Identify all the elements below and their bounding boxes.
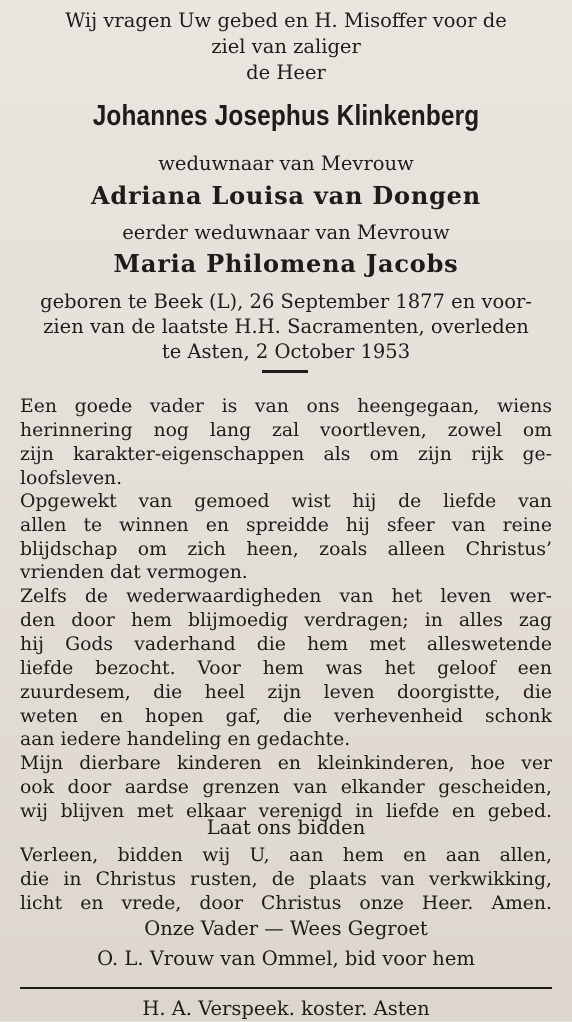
footer-divider (20, 987, 552, 989)
deceased-name: Johannes Josephus Klinkenberg (92, 100, 480, 132)
prayer-text-line: Verleen, bidden wij U, aan hem en aan allen, (20, 845, 552, 866)
memorial-text-line: den door hem blijmoedig verdragen; in alles zag (20, 610, 552, 631)
memorial-text-line: allen te winnen en spreidde hij sfeer van reine (20, 515, 552, 536)
birth-death-line-1: geboren te Beek (L), 26 September 1877 en voor- (40, 290, 532, 313)
closing-prayers: Onze Vader — Wees Gegroet (144, 917, 428, 940)
spouse2-intro: eerder weduwnaar van Mevrouw (122, 221, 450, 244)
memorial-text-line: herinnering nog lang zal voortleven, zowel om (20, 420, 552, 441)
memorial-text-line: Mijn dierbare kinderen en kleinkinderen, hoe ver (20, 753, 552, 774)
section-divider (262, 370, 308, 373)
spouse1-name: Adriana Louisa van Dongen (90, 181, 481, 210)
birth-death-line-2: zien van de laatste H.H. Sacramenten, overleden (43, 315, 529, 338)
memorial-text-line: zuurdesem, die heel zijn leven doorgistte, die (20, 682, 552, 703)
printer-credit: H. A. Verspeek. koster. Asten (142, 997, 430, 1020)
memorial-text-line: Een goede vader is van ons heengegaan, wiens (20, 396, 552, 417)
memorial-text-line: weten en hopen gaf, die verhevenheid schonk (20, 706, 552, 727)
prayer-heading: Laat ons bidden (206, 816, 366, 839)
memorial-text-line: hij Gods vaderhand die hem met alleswetende (20, 634, 552, 655)
prayer-text-line: licht en vrede, door Christus onze Heer. Amen. (20, 893, 552, 914)
memorial-text-line: liefde bezocht. Voor hem was het geloof een (20, 658, 552, 679)
prayer-text-line: die in Christus rusten, de plaats van verkwikking, (20, 869, 552, 890)
memorial-text-line: zijn karakter-eigenschappen als om zijn rijk ge- (20, 444, 552, 465)
invocation: O. L. Vrouw van Ommel, bid voor hem (97, 947, 475, 970)
memorial-text-line: Opgewekt van gemoed wist hij de liefde van (20, 491, 552, 512)
memorial-text-line: loofsleven. (20, 468, 123, 489)
header-line-3: de Heer (246, 61, 326, 84)
spouse1-intro: weduwnaar van Mevrouw (158, 152, 414, 175)
memorial-text-line: Zelfs de wederwaardigheden van het leven wer- (20, 586, 552, 607)
memorial-text-line: wij blijven met elkaar verenigd in liefde en gebed. (20, 801, 552, 822)
header-line-2: ziel van zaliger (211, 35, 361, 58)
birth-death-line-3: te Asten, 2 October 1953 (161, 340, 411, 363)
memorial-text-line: ook door aardse grenzen van elkander gescheiden, (20, 777, 552, 798)
spouse2-name: Maria Philomena Jacobs (113, 249, 459, 278)
memorial-text-line: vrienden dat vermogen. (20, 562, 248, 583)
memorial-text-line: blijdschap om zich heen, zoals alleen Christus’ (20, 539, 552, 560)
memorial-text-line: aan iedere handeling en gedachte. (20, 729, 351, 750)
header-line-1: Wij vragen Uw gebed en H. Misoffer voor de (65, 9, 507, 32)
